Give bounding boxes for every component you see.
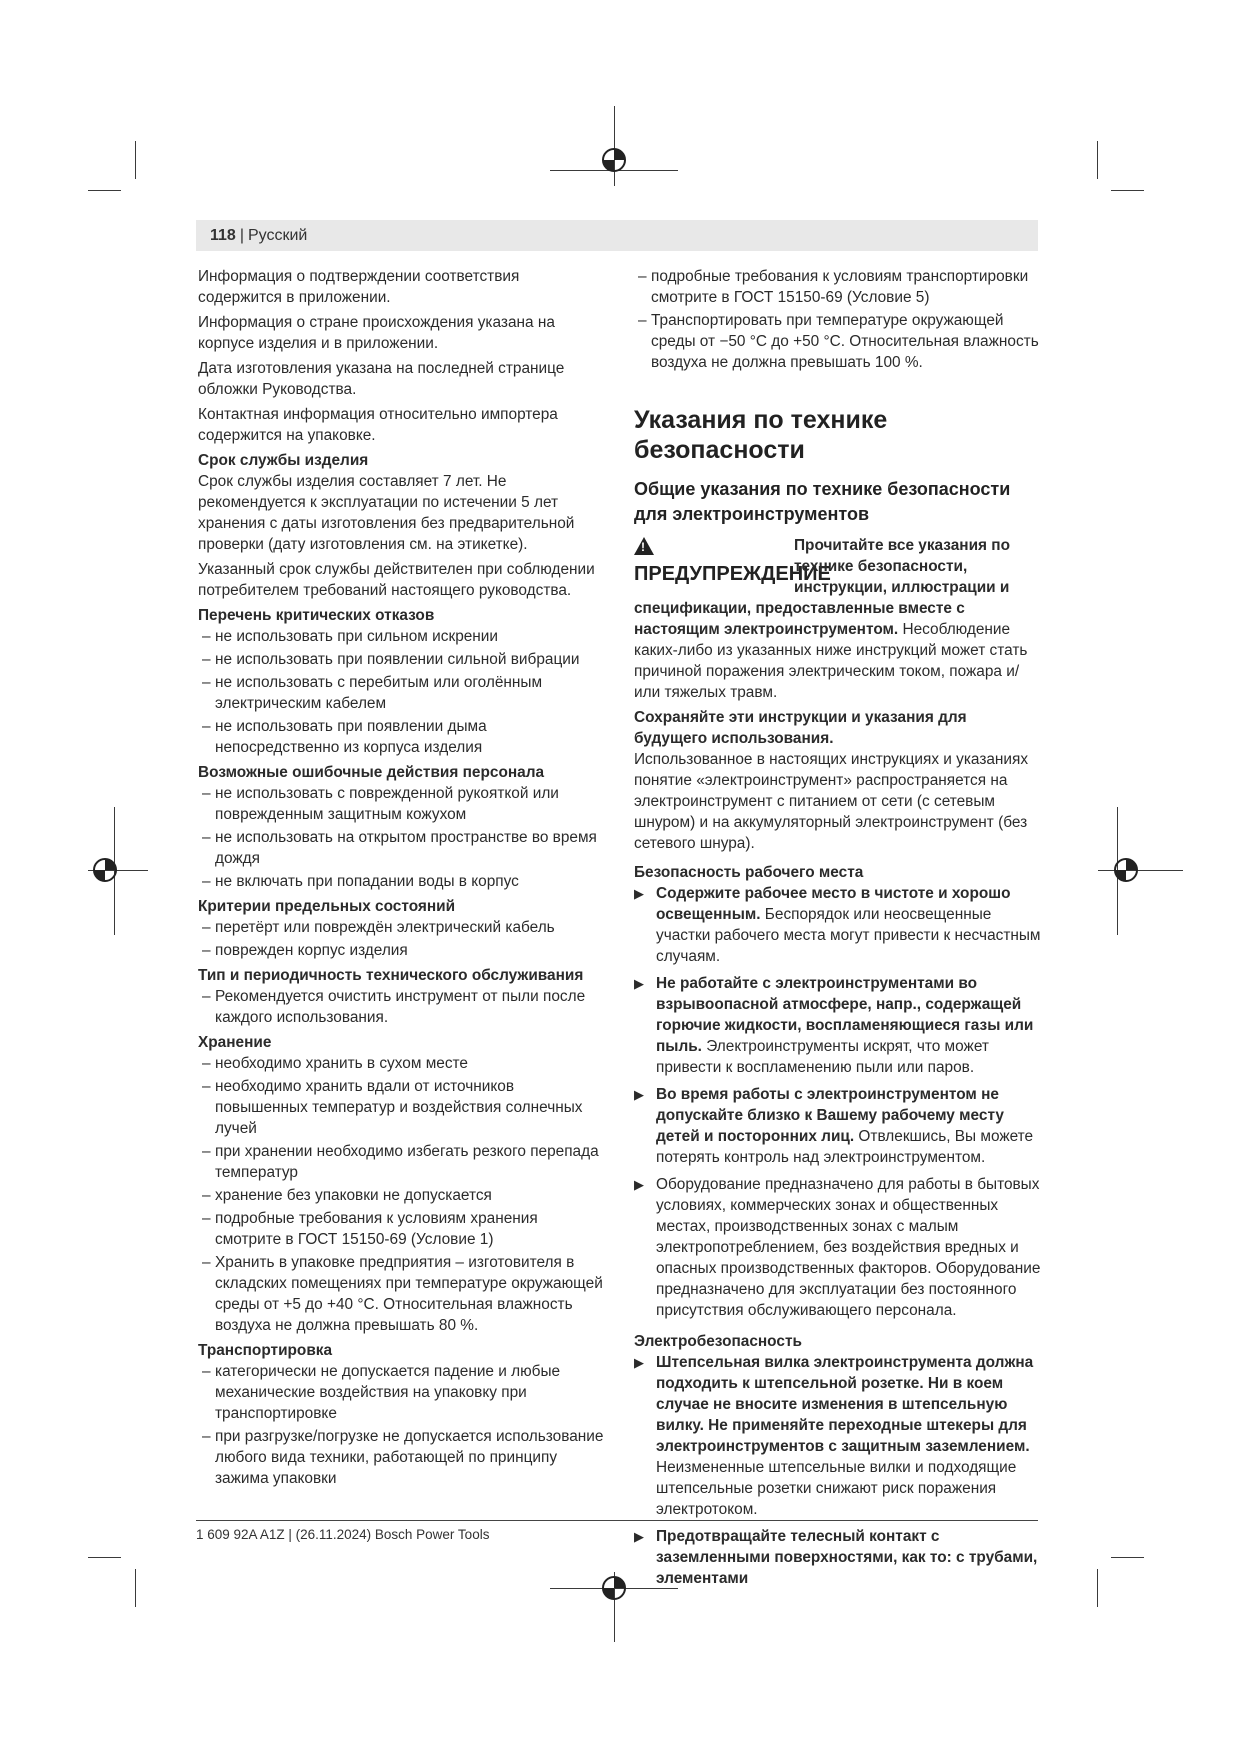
page-footer: 1 609 92A A1Z | (26.11.2024) Bosch Power Tools [196, 1527, 490, 1542]
list-item: – при разгрузке/погрузке не допускается использование любого вида техники, работающей по принципу зажима упаковки [202, 1428, 604, 1487]
list-item: – Хранить в упаковке предприятия – изготовителя в складских помещениях при температуре окружающей среды от +5 до +40 °C. Относительная влажность воздуха не должна превышать 80 %. [202, 1254, 603, 1334]
paragraph: Срок службы изделия составляет 7 лет. Не рекомендуется к эксплуатации по истечении 5 лет хранения с даты изготовления без предварительной проверки (дату изготовления см. на этикетке). [198, 473, 575, 553]
warning-triangle-icon [634, 537, 654, 555]
page-number: 118 [210, 226, 236, 244]
list-item: – не использовать с перебитым или оголённым электрическим кабелем [202, 674, 543, 712]
warning-block [634, 535, 1042, 703]
crop-mark [1097, 1569, 1098, 1607]
crop-mark [88, 1557, 121, 1558]
bullet-arrow-icon: ▶ [634, 1529, 644, 1544]
page-header [196, 220, 1038, 251]
list-item: – подробные требования к условиям хранения смотрите в ГОСТ 15150-69 (Условие 1) [202, 1210, 538, 1248]
list-item: ▶ Оборудование предназначено для работы в бытовых условиях, коммерческих зонах и общественных местах, производственных зонах с малым электропотреблением, без воздействия вредных и опасных производственных факторов. Оборудование предназначено для эксплуатации без постоянного присутствия обслуживающего персонала. [634, 1176, 1041, 1319]
section-heading: Электробезопасность [634, 1333, 802, 1350]
section-heading: Критерии предельных состояний [198, 898, 456, 915]
list-item: – при хранении необходимо избегать резкого перепада температур [202, 1143, 599, 1181]
list-item: – не использовать при появлении сильной вибрации [202, 651, 580, 668]
registration-mark-icon [1111, 855, 1141, 885]
list-item: – Транспортировать при температуре окружающей среды от −50 °C до +50 °C. Относительная влажность воздуха не должна превышать 100 %. [638, 312, 1039, 371]
registration-mark-icon [599, 1573, 629, 1603]
bullet-arrow-icon: ▶ [634, 976, 644, 991]
warning-bold-text: Прочитайте все указания по технике безопасности, инструкции, иллюстрации и спецификации, предоставленные вместе с настоящим электроинструментом. [634, 537, 1011, 638]
footer-rule [196, 1520, 1038, 1521]
crop-mark [1111, 1557, 1144, 1558]
list-item: – не использовать при появлении дыма непосредственно из корпуса изделия [202, 718, 487, 756]
list-item: ▶ Предотвращайте телесный контакт с заземленными поверхностями, как то: с трубами, элементами [634, 1528, 1038, 1587]
subsection-title: Общие указания по технике безопасности для электроинструментов [634, 479, 1011, 524]
intro-paragraph: Информация о подтверждении соответствия содержится в приложении. [198, 268, 520, 306]
crop-mark [135, 1569, 136, 1607]
list-item: – не использовать на открытом пространстве во время дождя [202, 829, 597, 867]
section-heading: Возможные ошибочные действия персонала [198, 764, 545, 781]
right-column [634, 266, 1042, 1595]
registration-mark-icon [599, 145, 629, 175]
page-title: Указания по технике безопасности [634, 406, 888, 464]
keep-instructions: Сохраняйте эти инструкции и указания для будущего использования. [634, 709, 967, 747]
header-separator: | [239, 226, 244, 244]
bullet-arrow-icon: ▶ [634, 886, 644, 901]
intro-paragraph: Контактная информация относительно импортера содержится на упаковке. [198, 406, 558, 444]
registration-mark-icon [90, 855, 120, 885]
crop-mark [1097, 141, 1098, 179]
warning-label: !ПРЕДУПРЕЖДЕНИЕ [634, 535, 784, 587]
crop-mark [1111, 190, 1144, 191]
intro-paragraph: Информация о стране происхождения указана на корпусе изделия и в приложении. [198, 314, 555, 352]
section-heading: Безопасность рабочего места [634, 864, 864, 881]
term-definition: Использованное в настоящих инструкциях и указаниях понятие «электроинструмент» распространяется на электроинструмент с питанием от сети (с сетевым шнуром) и на аккумуляторный электроинструмент (без сетевого шнура). [634, 751, 1029, 852]
list-item: ▶ Содержите рабочее место в чистоте и хорошо освещенным. Беспорядок или неосвещенные участки рабочего места могут привести к несчастным случаям. [634, 885, 1041, 965]
list-item: – необходимо хранить вдали от источников повышенных температур и воздействия солнечных лучей [202, 1078, 583, 1137]
list-item: – не использовать при сильном искрении [202, 628, 499, 645]
list-item: – не использовать с поврежденной рукояткой или поврежденным защитным кожухом [202, 785, 559, 823]
crop-mark [88, 190, 121, 191]
warning-text: Несоблюдение каких-либо из указанных ниже инструкций может стать причиной поражения электрическим током, пожара и/или тяжелых травм. [634, 621, 1028, 701]
header-language: Русский [247, 226, 308, 244]
section-heading: Тип и периодичность технического обслуживания [198, 967, 584, 984]
bullet-arrow-icon: ▶ [634, 1087, 644, 1102]
list-item: – перетёрт или повреждён электрический кабель [202, 919, 555, 936]
list-item: – категорически не допускается падение и любые механические воздействия на упаковку при транспортировке [202, 1363, 561, 1422]
section-heading: Перечень критических отказов [198, 607, 435, 624]
list-item: – поврежден корпус изделия [202, 942, 408, 959]
bullet-arrow-icon: ▶ [634, 1177, 644, 1192]
list-item: ▶ Штепсельная вилка электроинструмента должна подходить к штепсельной розетке. Ни в коем случае не вносите изменения в штепсельную вилку. Не применяйте переходные штекеры для электроинструментов с защитным заземлением. Неизмененные штепсельные вилки и подходящие штепсельные розетки снижают риск поражения электротоком. [634, 1354, 1034, 1518]
crop-mark [135, 141, 136, 179]
section-heading: Хранение [198, 1034, 272, 1051]
bullet-arrow-icon: ▶ [634, 1355, 644, 1370]
list-item: – необходимо хранить в сухом месте [202, 1055, 468, 1072]
list-item: ▶ Не работайте с электроинструментами во взрывоопасной атмосфере, напр., содержащей горючие жидкости, воспламеняющиеся газы или пыль. Электроинструменты искрят, что может привести к воспламенению пыли или паров. [634, 975, 1034, 1076]
list-item: – Рекомендуется очистить инструмент от пыли после каждого использования. [202, 988, 586, 1026]
list-item: – не включать при попадании воды в корпус [202, 873, 519, 890]
section-heading: Транспортировка [198, 1342, 333, 1359]
list-item: – подробные требования к условиям транспортировки смотрите в ГОСТ 15150-69 (Условие 5) [638, 268, 1029, 306]
list-item: – хранение без упаковки не допускается [202, 1187, 492, 1204]
list-item: ▶ Во время работы с электроинструментом не допускайте близко к Вашему рабочему месту детей и посторонних лиц. Отвлекшись, Вы можете потерять контроль над электроинструментом. [634, 1086, 1034, 1166]
paragraph: Указанный срок службы действителен при соблюдении потребителем требований настоящего руководства. [198, 561, 595, 599]
left-column [198, 266, 606, 1491]
section-heading: Срок службы изделия [198, 452, 369, 469]
intro-paragraph: Дата изготовления указана на последней странице обложки Руководства. [198, 360, 565, 398]
